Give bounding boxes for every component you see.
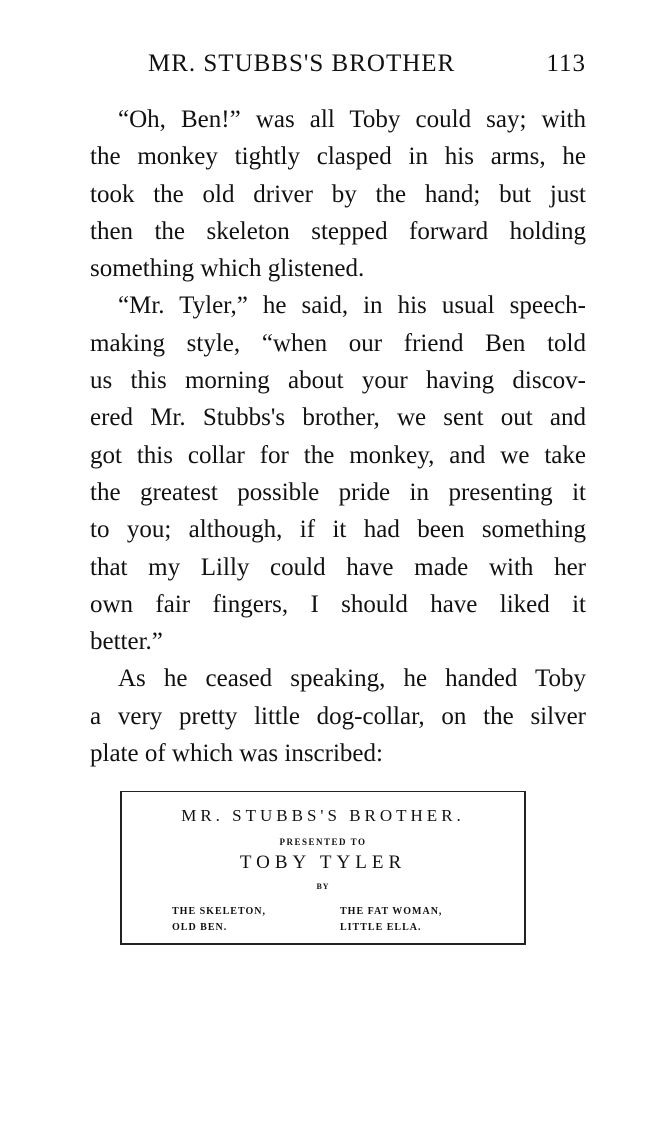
paragraph-2 — [62, 287, 586, 660]
text-line: something which glistened. — [90, 255, 365, 283]
running-title: MR. STUBBS'S BROTHER — [148, 50, 456, 77]
giver-name: THE FAT WOMAN, — [340, 906, 443, 917]
text-line: the monkey tightly clasped in his arms, he — [90, 143, 586, 171]
page-number: 113 — [546, 50, 586, 77]
text-line: then the skeleton stepped forward holding — [90, 217, 586, 245]
text-line: better.” — [90, 628, 163, 656]
giver-name: OLD BEN. — [172, 922, 228, 933]
text-line: own fair fingers, I should have liked it — [90, 590, 586, 618]
text-line: “Oh, Ben!” was all Toby could say; with — [118, 106, 586, 133]
text-line: us this morning about your having discov- — [90, 367, 586, 395]
paragraph-1 — [62, 101, 586, 287]
plate-presented-to: PRESENTED TO — [279, 837, 367, 847]
body-text — [62, 101, 586, 772]
text-line: making style, “when our friend Ben told — [90, 329, 586, 357]
plate-recipient-name: TOBY TYLER — [239, 852, 407, 873]
text-line: “Mr. Tyler,” he said, in his usual speech- — [118, 292, 586, 320]
text-line: As he ceased speaking, he handed Toby — [118, 665, 586, 693]
text-line: got this collar for the monkey, and we take — [90, 441, 586, 469]
giver-name: LITTLE ELLA. — [340, 922, 422, 933]
text-line: that my Lilly could have made with her — [90, 553, 586, 581]
running-head — [62, 50, 586, 86]
giver-name: THE SKELETON, — [172, 906, 266, 917]
text-line: plate of which was inscribed: — [90, 740, 383, 768]
plate-by: BY — [316, 882, 330, 891]
paragraph-3 — [62, 660, 586, 772]
plate-givers-left — [172, 904, 266, 936]
plate-givers-right — [340, 904, 442, 936]
text-line: to you; although, if it had been something — [90, 516, 586, 544]
text-line: took the old driver by the hand; but just — [90, 180, 586, 208]
text-line: a very pretty little dog-collar, on the silver — [90, 702, 586, 730]
text-line: the greatest possible pride in presenting it — [90, 478, 586, 506]
plate-title: MR. STUBBS'S BROTHER. — [181, 806, 465, 825]
text-line: ered Mr. Stubbs's brother, we sent out and — [90, 404, 586, 432]
collar-plate-inscription — [120, 791, 526, 945]
